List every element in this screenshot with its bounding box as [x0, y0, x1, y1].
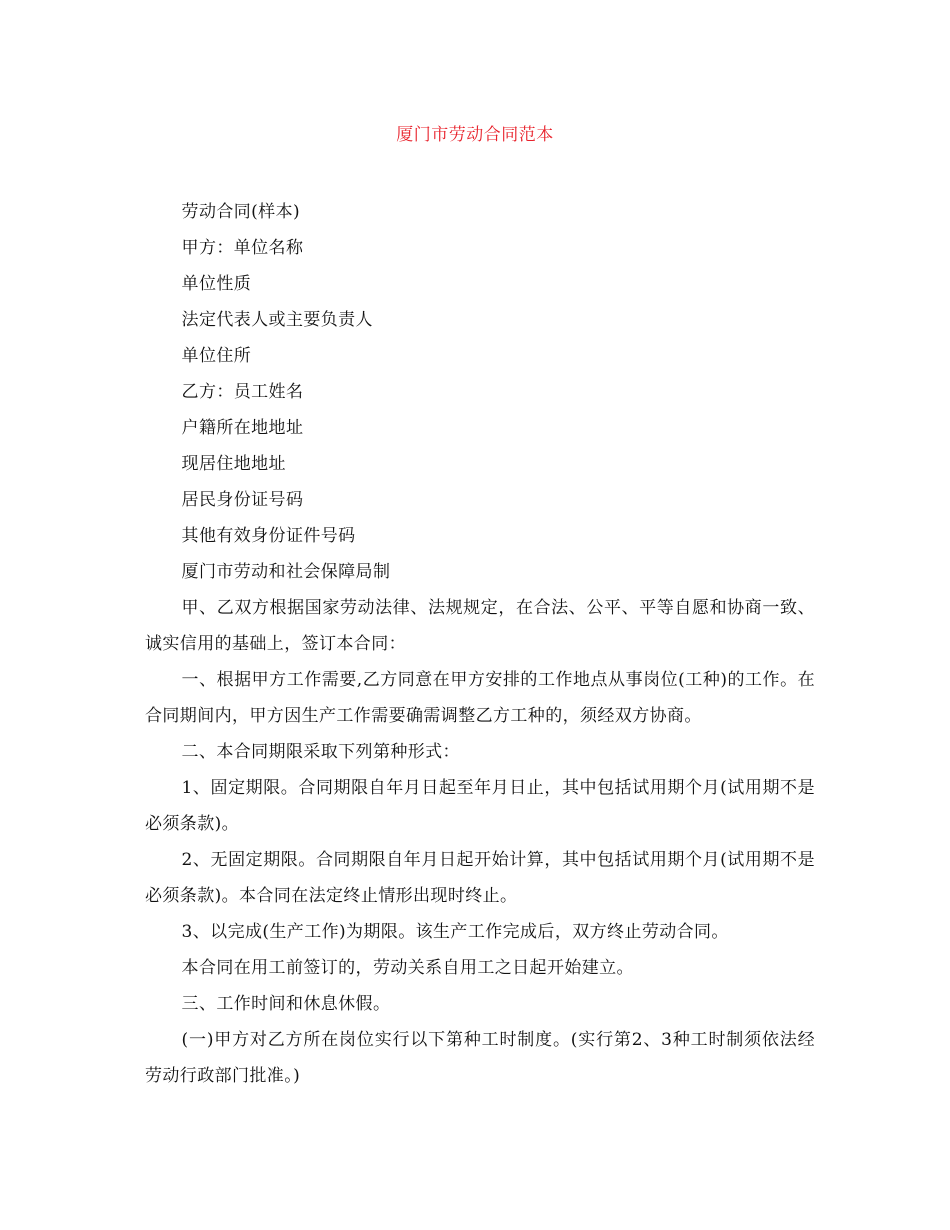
- paragraph-working-hours: (一)甲方对乙方所在岗位实行以下第种工时制度。(实行第2、3种工时制须依法经劳动行政部门批准。): [145, 1030, 815, 1086]
- paragraph-term-fixed: 1、固定期限。合同期限自年月日起至年月日止，其中包括试用期个月(试用期不是必须条款)。: [145, 778, 815, 834]
- document-body: [145, 194, 815, 1094]
- paragraph-party-b-name: 乙方：员工姓名: [181, 382, 304, 402]
- paragraph-issuer: 厦门市劳动和社会保障局制: [181, 562, 391, 582]
- paragraph-relationship-start: 本合同在用工前签订的，劳动关系自用工之日起开始建立。: [181, 958, 634, 978]
- paragraph-term-open: 2、无固定期限。合同期限自年月日起开始计算，其中包括试用期个月(试用期不是必须条款)。本合同在法定终止情形出现时终止。: [145, 850, 815, 906]
- paragraph-id-number: 居民身份证号码: [181, 490, 304, 510]
- paragraph-clause-2: 二、本合同期限采取下列第种形式：: [181, 742, 460, 762]
- paragraph-unit-address: 单位住所: [181, 346, 252, 366]
- paragraph-other-id-number: 其他有效身份证件号码: [181, 526, 356, 546]
- document-title: 厦门市劳动合同范本: [396, 125, 554, 145]
- paragraph-contract-sample: 劳动合同(样本): [181, 202, 301, 222]
- paragraph-household-address: 户籍所在地地址: [181, 418, 304, 438]
- paragraph-clause-3: 三、工作时间和休息休假。: [181, 994, 391, 1014]
- paragraph-clause-1: 一、根据甲方工作需要,乙方同意在甲方安排的工作地点从事岗位(工种)的工作。在合同期间内，甲方因生产工作需要确需调整乙方工种的，须经双方协商。: [145, 670, 815, 726]
- paragraph-party-a-name: 甲方：单位名称: [181, 238, 304, 258]
- paragraph-legal-representative: 法定代表人或主要负责人: [181, 310, 373, 330]
- paragraph-preamble: 甲、乙双方根据国家劳动法律、法规规定，在合法、公平、平等自愿和协商一致、诚实信用的基础上，签订本合同：: [145, 598, 815, 654]
- paragraph-term-task: 3、以完成(生产工作)为期限。该生产工作完成后，双方终止劳动合同。: [181, 922, 729, 942]
- paragraph-unit-nature: 单位性质: [181, 274, 252, 294]
- paragraph-current-address: 现居住地地址: [181, 454, 286, 474]
